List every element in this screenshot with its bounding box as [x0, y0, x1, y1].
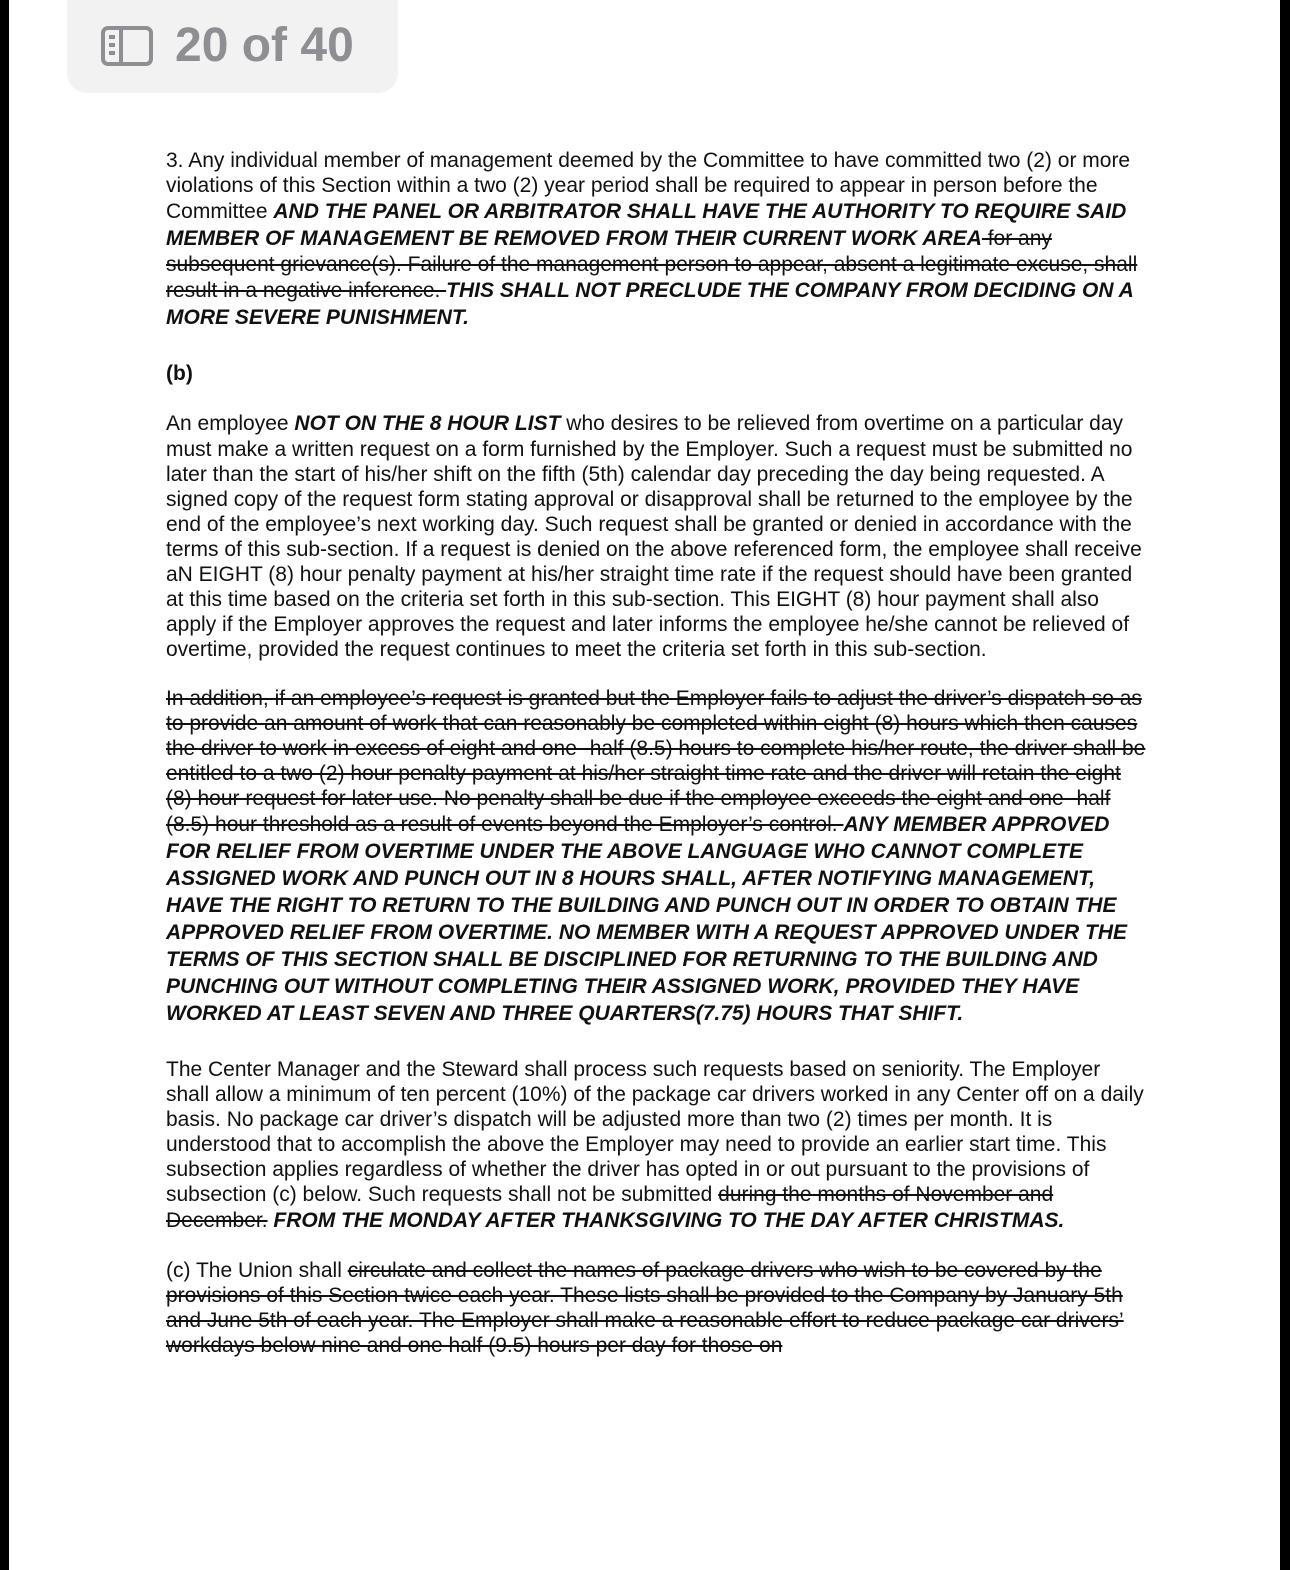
paragraph-management-violations: [166, 148, 1146, 331]
section-heading-b: (b): [166, 362, 193, 385]
text-plain: An employee: [166, 412, 295, 435]
text-struck: for any subsequent grievance(s). Failure of the management person to appear, absent a legitimate excuse, shall result in a negative inference.: [166, 227, 1138, 302]
text-added-bold: ANY MEMBER APPROVED FOR RELIEF FROM OVERTIME UNDER THE ABOVE LANGUAGE WHO CANNOT COMPLETE ASSIGNED WORK AND PUNCH OUT IN 8 HOURS SHALL, AFTER NOTIFYING MANAGEMENT, HAVE THE RIGHT TO RETURN TO THE BUILDING AND PUNCH OUT IN ORDER TO OBTAIN THE APPROVED RELIEF FROM OVERTIME. NO MEMBER WITH A REQUEST APPROVED UNDER THE TERMS OF THIS SECTION SHALL BE DISCIPLINED FOR RETURNING TO THE BUILDING AND PUNCHING OUT WITHOUT COMPLETING THEIR ASSIGNED WORK, PROVIDED THEY HAVE WORKED AT LEAST SEVEN AND THREE QUARTERS(7.75) HOURS THAT SHIFT.: [166, 813, 1128, 1025]
text-added-bold: NOT ON THE 8 HOUR LIST: [294, 412, 561, 435]
text-struck: circulate and collect the names of package drivers who wish to be covered by the provisions of this Section twice each year. These lists shall be provided to the Company by January 5th and June 5th of each year. The Employer shall make a reasonable effort to reduce package car drivers’ workdays below nine and one half (9.5) hours per day for those on: [166, 1259, 1124, 1357]
page-indicator[interactable]: [67, 0, 398, 93]
paragraph-overtime-relief-request: [166, 410, 1146, 662]
text-struck: In addition, if an employee’s request is granted but the Employer fails to adjust the driver’s dispatch so as to provide an amount of work that can reasonably be completed within eight (8) hours which then causes the driver to work in excess of eight and one- half (8.5) hours to complete his/her route, the driver shall be entitled to a two (2) hour penalty payment at his/her straight time rate and the driver will retain the eight (8) hour request for later use. No penalty shall be due if the employee exceeds the eight and one- half (8.5) hour threshold as a result of events beyond the Employer’s control.: [166, 687, 1146, 836]
sidebar-icon-dot: [109, 43, 115, 47]
sidebar-icon-dot: [109, 35, 115, 39]
text-added-bold: FROM THE MONDAY AFTER THANKSGIVING TO THE DAY AFTER CHRISTMAS.: [267, 1209, 1065, 1232]
sidebar-icon-divider: [119, 30, 123, 62]
text-plain: 3. Any individual member of management deemed by the Committee to have committed two (2) or more violations of this Section within a two (2) year period shall be required to appear in person before the Committee: [166, 149, 1131, 223]
text-struck: during the months of November and December.: [166, 1183, 1054, 1232]
page-number-label: 20 of 40: [175, 19, 354, 72]
document-body: [166, 148, 1146, 1382]
text-plain: who desires to be relieved from overtime on a particular day must make a written request on a form furnished by the Employer. Such a request must be submitted no later than the start of his/her shift on the fifth (5th) calendar day preceding the day being requested. A signed copy of the request form stating approval or disapproval shall be returned to the employee by the end of the employee’s next working day. Such request shall be granted or denied in accordance with the terms of this sub-section. If a request is denied on the above referenced form, the employee shall receive aN EIGHT (8) hour penalty payment at his/her straight time rate if the request should have been granted at this time based on the criteria set forth in this sub-section. This EIGHT (8) hour payment shall also apply if the Employer approves the request and later informs the employee he/she cannot be relieved of overtime, provided the request continues to meet the criteria set forth in this sub-section.: [166, 412, 1142, 661]
text-added-bold: THIS SHALL NOT PRECLUDE THE COMPANY FROM DECIDING ON A MORE SEVERE PUNISHMENT.: [166, 279, 1133, 329]
paragraph-union-lists: [166, 1258, 1146, 1358]
document-page: [9, 0, 1280, 1570]
text-added-bold: AND THE PANEL OR ARBITRATOR SHALL HAVE THE AUTHORITY TO REQUIRE SAID MEMBER OF MANAGEMENT BE REMOVED FROM THEIR CURRENT WORK AREA: [166, 200, 1127, 250]
paragraph-dispatch-adjustment: [166, 686, 1146, 1027]
sidebar-icon-dot: [109, 51, 115, 55]
text-plain: (c) The Union shall: [166, 1259, 348, 1282]
text-plain: The Center Manager and the Steward shall process such requests based on seniority. The Employer shall allow a minimum of ten percent (10%) of the package car drivers worked in any Center off on a daily basis. No package car driver’s dispatch will be adjusted more than two (2) times per month. It is understood that to accomplish the above the Employer may need to provide an earlier start time. This subsection applies regardless of whether the driver has opted in or out pursuant to the provisions of subsection (c) below. Such requests shall not be submitted: [166, 1058, 1144, 1206]
sidebar-icon[interactable]: [101, 26, 153, 66]
paragraph-seniority-processing: [166, 1057, 1146, 1234]
